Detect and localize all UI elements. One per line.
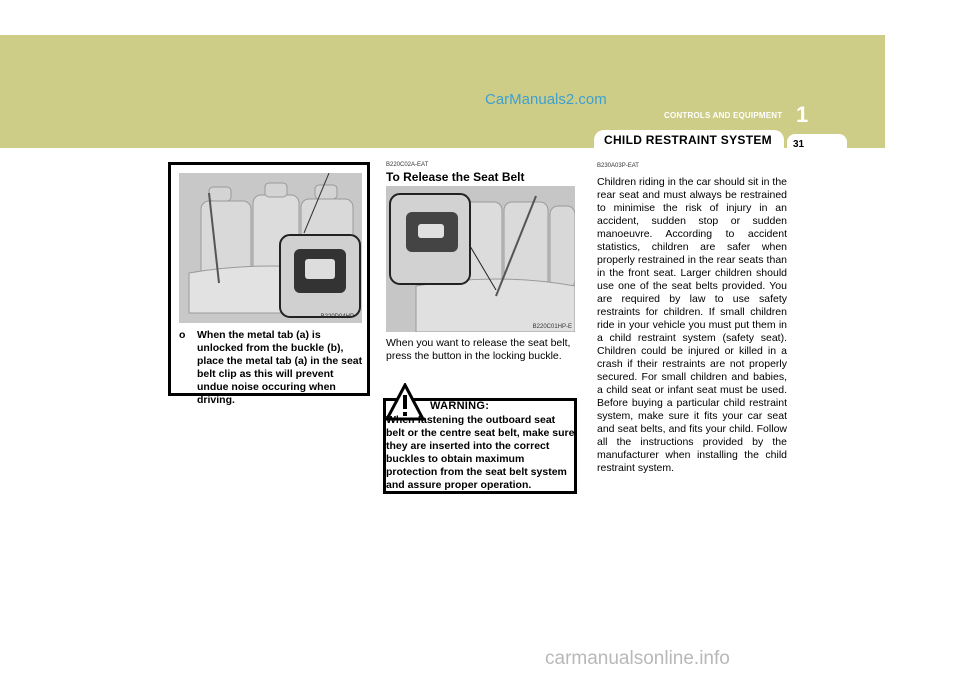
page-number: 31 bbox=[793, 139, 805, 150]
clip-instruction-text: When the metal tab (a) is unlocked from the buckle (b), place the metal tab (a) in the seat belt clip as this will prevent undue noise occuring when driving. bbox=[197, 329, 363, 406]
section-tab-title: CHILD RESTRAINT SYSTEM bbox=[604, 133, 772, 147]
bullet-marker: o bbox=[179, 329, 186, 341]
warning-title: WARNING: bbox=[430, 400, 490, 412]
rear-seat-illustration bbox=[179, 173, 362, 323]
release-belt-illustration bbox=[386, 186, 575, 332]
release-instruction: When you want to release the seat belt, press the button in the locking buckle. bbox=[386, 337, 571, 362]
top-watermark-link[interactable]: CarManuals2.com bbox=[485, 91, 607, 108]
child-restraint-body: Children riding in the car should sit in the rear seat and must always be restrained to minimise the risk of injury in an accident, sudden stop or sudden manoeuvre. According to accident statistics, children are safer when properly restrained in the rear seats than in the front seat. Larger children should use one of the seat belts provided. You are required by law to use safety restraints for children. If small children ride in your vehicle you must put them in a child restraint system (safety seat). Children could be injured or killed in a crash if their restraints are not properly secured. For small children and babies, a child seat or infant seat must be used. Before buying a particular child restraint system, make sure it fits your car seat and seat belts, and fits your child. Follow all the instructions provided by the manufacturer when installing the child restraint system. bbox=[597, 176, 787, 474]
image-code: B220D04HP bbox=[320, 314, 354, 320]
section-code: B230A03P-EAT bbox=[597, 163, 639, 169]
image-code: B220C01HP-E bbox=[532, 324, 572, 330]
warning-text: When fastening the outboard seat belt or the centre seat belt, make sure they are inserted into the correct buckles to obtain maximum protection from the seat belt system and assure proper operation. bbox=[386, 414, 575, 491]
section-code: B220C02A-EAT bbox=[386, 162, 429, 168]
clip-instruction bbox=[179, 329, 367, 407]
release-belt-photo bbox=[386, 186, 575, 332]
section-heading: To Release the Seat Belt bbox=[386, 170, 525, 184]
bottom-watermark-link[interactable]: carmanualsonline.info bbox=[545, 648, 730, 669]
section-label: CONTROLS AND EQUIPMENT bbox=[664, 111, 783, 120]
section-number: 1 bbox=[796, 102, 809, 127]
rear-seat-clip-photo bbox=[179, 173, 362, 323]
seat-belt-clip-box bbox=[168, 162, 370, 406]
